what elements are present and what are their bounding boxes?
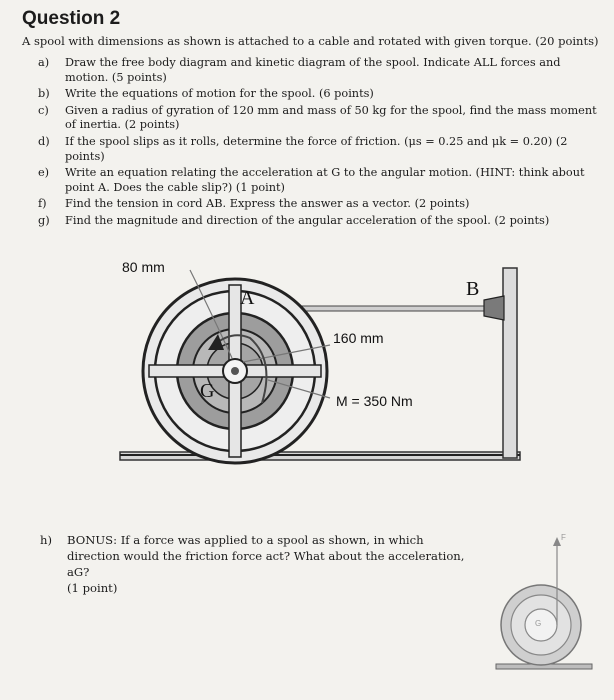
question-text: Find the magnitude and direction of the angular acceleration of the spool. (2 points) <box>65 213 550 227</box>
dimension-label-80mm: 80 mm <box>122 259 165 275</box>
question-label: c) <box>38 103 49 117</box>
question-text: Find the tension in cord AB. Express the answer as a vector. (2 points) <box>65 197 470 211</box>
moment-label: M = 350 Nm <box>336 393 413 409</box>
question-label: f) <box>38 197 47 211</box>
question-title: Question 2 <box>22 8 121 29</box>
question-intro: A spool with dimensions as shown is attached to a cable and rotated with given torque. (20 points) <box>22 34 599 48</box>
question-text: Write the equations of motion for the spool. (6 points) <box>65 87 374 101</box>
question-label: e) <box>38 166 50 180</box>
bonus-label: h) <box>40 533 52 547</box>
question-text: If the spool slips as it rolls, determine the force of friction. (μs = 0.25 and μk = 0.20) (2 points) <box>65 134 568 163</box>
question-label: g) <box>38 213 50 227</box>
question-text: Draw the free body diagram and kinetic diagram of the spool. Indicate ALL forces and motion. (5 points) <box>65 56 561 84</box>
point-b-label: B <box>466 278 480 300</box>
bonus-force-label: F <box>561 533 566 542</box>
question-label: b) <box>38 87 50 101</box>
point-a-label: A <box>240 287 255 309</box>
bonus-points: (1 point) <box>67 581 118 595</box>
bonus-g-label: G <box>535 619 542 628</box>
dimension-label-160mm: 160 mm <box>333 330 384 346</box>
question-text: Write an equation relating the acceleration at G to the angular motion. (HINT: think about point A. Does the cable slip?) (1 point) <box>65 166 585 194</box>
bonus-force-arrow-icon <box>553 537 561 546</box>
question-label: d) <box>38 134 50 148</box>
question-text: Given a radius of gyration of 120 mm and mass of 50 kg for the spool, find the mass moment of inertia. (2 points) <box>65 103 597 132</box>
question-label: a) <box>38 56 50 69</box>
bonus-text: BONUS: If a force was applied to a spool as shown, in which direction would the friction force act? What about the acceleration, aG? <box>67 533 465 579</box>
point-g-label: G <box>200 380 215 402</box>
